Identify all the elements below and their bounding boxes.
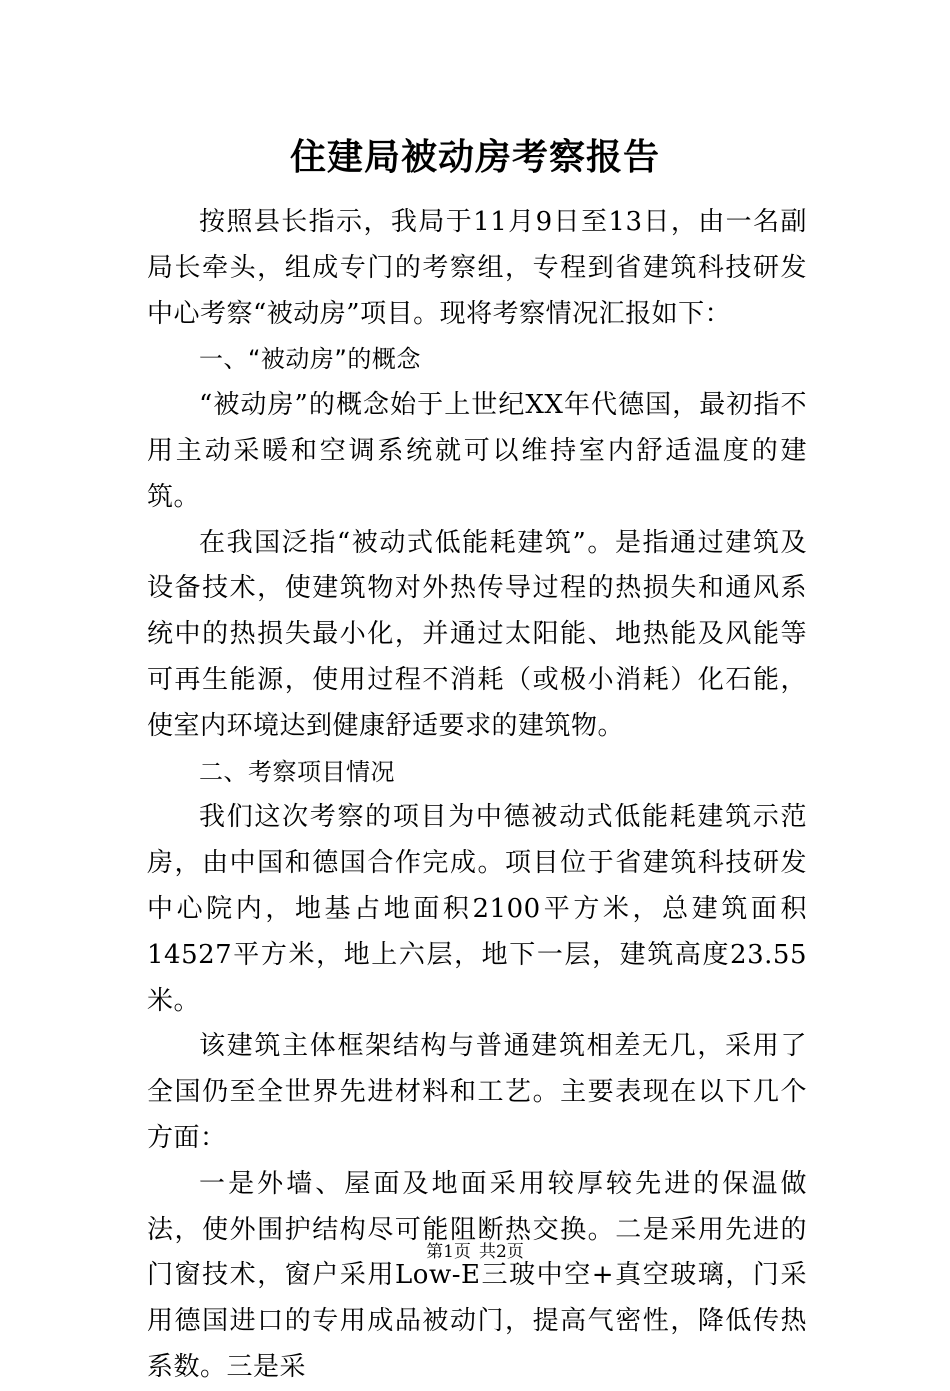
project-paragraph-overview: 我们这次考察的项目为中德被动式低能耗建筑示范房，由中国和德国合作完成。项目位于省建筑科技研发中心院内，地基占地面积2100平方米，总建筑面积14527平方米，地上六层，地下一层，建筑高度23.55米。 <box>147 802 807 1016</box>
document-title: 住建局被动房考察报告 <box>289 137 660 178</box>
page-number: 第1页 <box>426 1242 471 1262</box>
page-footer <box>0 1240 950 1264</box>
project-paragraph-details: 一是外墙、屋面及地面采用较厚较先进的保温做法，使外围护结构尽可能阻断热交换。二是采用先进的门窗技术，窗户采用Low-E三玻中空+真空玻璃，门采用德国进口的专用成品被动门，提高气密性，降低传热系数。三是采 <box>147 1168 807 1382</box>
section-heading-project: 二、考察项目情况 <box>199 757 395 786</box>
section-heading-concept: 一、“被动房”的概念 <box>199 345 421 374</box>
intro-paragraph: 按照县长指示，我局于11月9日至13日，由一名副局长牵头，组成专门的考察组，专程到省建筑科技研发中心考察“被动房”项目。现将考察情况汇报如下： <box>147 207 807 329</box>
document-body <box>147 200 807 1391</box>
project-paragraph-structure: 该建筑主体框架结构与普通建筑相差无几，采用了全国仍至全世界先进材料和工艺。主要表现在以下几个方面： <box>147 1031 807 1153</box>
concept-paragraph-china: 在我国泛指“被动式低能耗建筑”。是指通过建筑及设备技术，使建筑物对外热传导过程的热损失和通风系统中的热损失最小化，并通过太阳能、地热能及风能等可再生能源，使用过程不消耗（或极小消耗）化石能，使室内环境达到健康舒适要求的建筑物。 <box>147 527 807 741</box>
page-total: 共2页 <box>479 1242 524 1262</box>
concept-paragraph-origin: “被动房”的概念始于上世纪XX年代德国，最初指不用主动采暖和空调系统就可以维持室内舒适温度的建筑。 <box>147 390 807 512</box>
